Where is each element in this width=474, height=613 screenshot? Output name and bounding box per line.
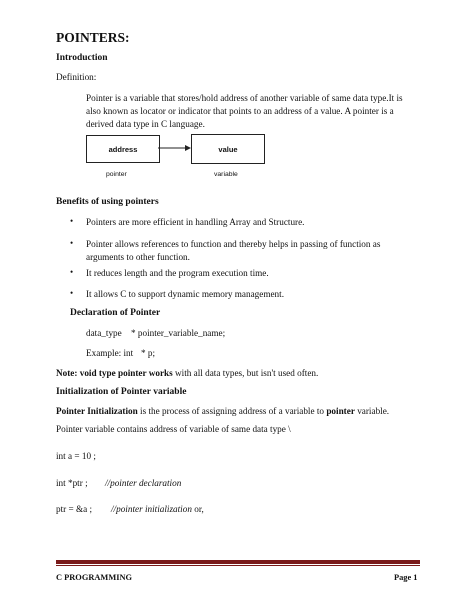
value-box xyxy=(191,134,265,164)
example-label: Example: int xyxy=(86,348,134,358)
code-comment-3-wrap xyxy=(111,504,204,514)
code-comment-3: //pointer initialization xyxy=(111,504,192,514)
code-line-2: int *ptr ; xyxy=(56,478,88,488)
benefits-heading: Benefits of using pointers xyxy=(56,197,159,207)
benefit-item: Pointer allows references to function and thereby helps in passing of function as arguments to other function. xyxy=(86,239,381,262)
benefit-item: It reduces length and the program execution time. xyxy=(86,268,269,278)
syntax-type: data_type xyxy=(86,328,122,338)
code-comment-2: //pointer declaration xyxy=(105,478,182,488)
pointer-caption: pointer xyxy=(106,171,127,178)
bullet-icon: • xyxy=(70,267,74,277)
variable-caption: variable xyxy=(214,171,238,178)
footer-rule xyxy=(56,560,420,564)
init-end: variable. xyxy=(354,406,390,416)
benefit-item: Pointers are more efficient in handling Array and Structure. xyxy=(86,217,305,227)
init-bold-2: pointer xyxy=(326,406,355,416)
bullet-icon: • xyxy=(70,288,74,298)
footer-page-number: Page 1 xyxy=(394,573,418,582)
code-line-3-end: or, xyxy=(191,504,204,514)
note-text xyxy=(56,368,318,378)
bullet-icon: • xyxy=(70,216,74,226)
footer-rule-thin xyxy=(56,565,420,566)
declaration-heading: Declaration of Pointer xyxy=(70,308,161,318)
definition-label: Definition: xyxy=(56,72,97,82)
intro-heading: Introduction xyxy=(56,53,108,63)
arrow-icon xyxy=(158,140,192,156)
initialization-heading: Initialization of Pointer variable xyxy=(56,387,187,397)
initialization-line xyxy=(56,406,389,416)
note-rest: with all data types, but isn't used often. xyxy=(172,368,319,378)
note-bold: Note: void type pointer works xyxy=(56,368,173,378)
value-box-label: value xyxy=(218,144,238,154)
example-rest: * p; xyxy=(141,348,156,358)
code-line-3: ptr = &a ; xyxy=(56,504,93,514)
page-title: POINTERS: xyxy=(56,30,130,45)
bullet-icon: • xyxy=(70,238,74,248)
address-box-label: address xyxy=(108,144,138,154)
definition-paragraph: Pointer is a variable that stores/hold address of another variable of same data type.It is also known as locator or indicator that points to an address of a value. A pointer is a derived data type in C language. xyxy=(86,93,403,129)
init-bold-1: Pointer Initialization xyxy=(56,406,138,416)
footer-left: C PROGRAMMING xyxy=(56,573,133,582)
benefit-item: It allows C to support dynamic memory management. xyxy=(86,289,285,299)
initialization-line-2: Pointer variable contains address of variable of same data type \ xyxy=(56,424,291,434)
syntax-rest: * pointer_variable_name; xyxy=(131,328,226,338)
init-mid: is the process of assigning address of a variable to xyxy=(137,406,327,416)
address-box xyxy=(86,135,160,163)
code-line-1: int a = 10 ; xyxy=(56,451,96,461)
